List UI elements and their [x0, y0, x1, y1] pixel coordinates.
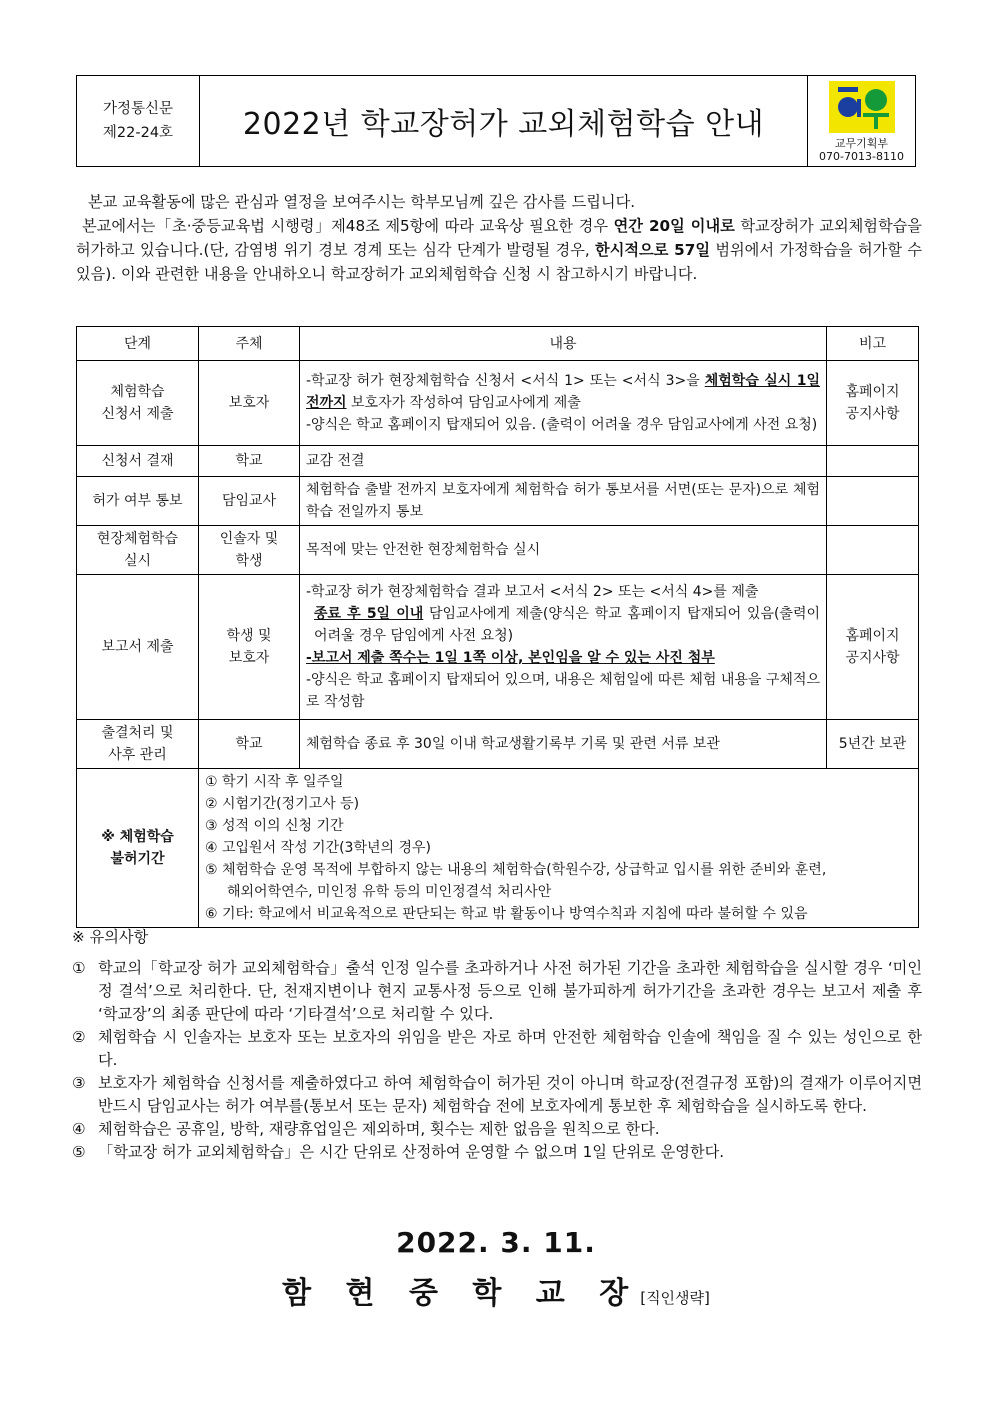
note-cell: 홈페이지 공지사항 [827, 575, 919, 720]
stage-cell: 출결처리 및 사후 관리 [77, 720, 199, 769]
note-text: 체험학습은 공휴일, 방학, 재량휴업일은 제외하며, 횟수는 제한 없음을 원칙으로 한다. [98, 1120, 660, 1138]
list-item [72, 1118, 922, 1141]
list-item [72, 1072, 922, 1118]
content-emphasis: -보고서 제출 쪽수는 1일 1쪽 이상, 본인임을 알 수 있는 사진 첨부 [306, 650, 715, 666]
doc-type: 가정통신문 [102, 101, 174, 117]
header-content: 내용 [300, 327, 827, 361]
list-item [72, 1141, 922, 1164]
notes-section [72, 926, 922, 1164]
doc-id-box [77, 76, 200, 166]
intro-paragraph-1: 본교 교육활동에 많은 관심과 열정을 보여주시는 학부모님께 깊은 감사를 드립니다. [88, 193, 636, 211]
list-item [72, 957, 922, 1026]
note-text: 보호자가 체험학습 신청서를 제출하였다고 하여 체험학습이 허가된 것이 아니며 학교장(전결규정 포함)의 결재가 이루어지면 반드시 담임교사는 허가 여부를(통보서 또는 문자) 체험학습 전에 보호자에게 통보한 후 체험학습을 실시하도록 한다. [98, 1074, 922, 1115]
content-cell: 체험학습 출발 전까지 보호자에게 체험학습 허가 통보서를 서면(또는 문자)으로 체험학습 전일까지 통보 [300, 477, 827, 526]
stage-cell-restricted: ※ 체험학습 불허기간 [77, 769, 199, 928]
table-row [77, 361, 919, 446]
content-text: -양식은 학교 홈페이지 탑재되어 있음. (출력이 어려울 경우 담임교사에게 사전 요청) [306, 417, 818, 433]
principal-title: 함 현 중 학 교 장 [282, 1276, 641, 1311]
content-text: -학교장 허가 현장체험학습 신청서 <서식 1> 또는 <서식 3>을 [306, 373, 705, 389]
document-header [76, 75, 916, 167]
intro-text: 본교에서는「초·중등교육법 시행령」제48조 제5항에 따라 교육상 필요한 경우 [82, 217, 614, 235]
actor-cell: 인솔자 및 학생 [199, 526, 300, 575]
note-cell: 5년간 보관 [827, 720, 919, 769]
note-cell [827, 446, 919, 477]
list-item: 해외어학연수, 미인정 유학 등의 미인정결석 처리사안 [227, 884, 552, 900]
intro-bold-annual-limit: 연간 20일 이내로 [613, 217, 735, 235]
department-phone: 070-7013-8110 [819, 150, 904, 163]
list-item: ⑥ 기타: 학교에서 비교육적으로 판단되는 학교 밖 활동이나 방역수칙과 지침에 따라 불허할 수 있음 [205, 906, 808, 922]
note-number: ④ [72, 1120, 86, 1138]
intro-bold-temporary-limit: 한시적으로 57일 [595, 241, 710, 259]
note-number: ⑤ [72, 1143, 86, 1161]
header-note: 비고 [827, 327, 919, 361]
actor-cell: 보호자 [199, 361, 300, 446]
department-name: 교무기획부 [834, 137, 889, 150]
actor-cell: 학교 [199, 720, 300, 769]
actor-cell: 학생 및 보호자 [199, 575, 300, 720]
principal-signature [0, 1268, 992, 1312]
intro-paragraph-2 [76, 214, 922, 286]
list-item: ④ 고입원서 작성 기간(3학년의 경우) [205, 840, 431, 856]
stage-cell: 신청서 결재 [77, 446, 199, 477]
content-cell [300, 361, 827, 446]
stage-cell: 허가 여부 통보 [77, 477, 199, 526]
intro-text: 학교장허가 교외체험학습을 허가하고 있습니다.(단, 감염병 위기 경보 경계 또는 심각 단계가 발령될 경우, [76, 217, 922, 259]
intro-text: 범위에서 가정학습을 허가할 수 있음). 이와 관련한 내용을 안내하오니 학교장허가 교외체험학습 신청 시 참고하시기 바랍니다. [76, 241, 922, 283]
note-cell [827, 526, 919, 575]
note-number: ① [72, 959, 86, 977]
seal-note: [직인생략] [640, 1289, 710, 1307]
table-row [77, 526, 919, 575]
content-text: -학교장 허가 현장체험학습 결과 보고서 <서식 2> 또는 <서식 4>를 제출 [306, 584, 759, 600]
table-row [77, 575, 919, 720]
notes-heading: ※ 유의사항 [72, 928, 149, 946]
list-item: ③ 성적 이의 신청 기간 [205, 818, 344, 834]
header-stage: 단계 [77, 327, 199, 361]
content-text: -양식은 학교 홈페이지 탑재되어 있으며, 내용은 체험일에 따른 체험 내용을 구체적으로 작성함 [306, 672, 820, 710]
doc-number: 제22-24호 [102, 125, 174, 141]
table-row [77, 769, 919, 928]
procedure-table [76, 326, 919, 928]
actor-cell: 담임교사 [199, 477, 300, 526]
stage-cell: 체험학습 신청서 제출 [77, 361, 199, 446]
list-item: ① 학기 시작 후 일주일 [205, 774, 344, 790]
stage-cell: 보고서 제출 [77, 575, 199, 720]
table-row [77, 446, 919, 477]
list-item: ② 시험기간(정기고사 등) [205, 796, 360, 812]
content-emphasis: 종료 후 5일 이내 [314, 606, 424, 622]
note-text: 「학교장 허가 교외체험학습」은 시간 단위로 산정하여 운영할 수 없으며 1일 단위로 운영한다. [98, 1143, 725, 1161]
intro-section [76, 190, 922, 286]
note-cell: 홈페이지 공지사항 [827, 361, 919, 446]
content-text: 담임교사에게 제출(양식은 학교 홈페이지 탑재되어 있음(출력이 어려울 경우 담임에게 사전 요청) [314, 606, 821, 644]
school-logo-icon [829, 81, 895, 133]
table-row [77, 477, 919, 526]
page-title: 2022년 학교장허가 교외체험학습 안내 [242, 107, 765, 142]
header-actor: 주체 [199, 327, 300, 361]
issue-date: 2022. 3. 11. [396, 1226, 596, 1259]
content-text: 보호자가 작성하여 담임교사에게 제출 [346, 395, 581, 411]
table-header-row [77, 327, 919, 361]
table-row [77, 720, 919, 769]
stage-cell: 현장체험학습 실시 [77, 526, 199, 575]
content-cell: 목적에 맞는 안전한 현장체험학습 실시 [300, 526, 827, 575]
note-text: 학교의「학교장 허가 교외체험학습」출석 인정 일수를 초과하거나 사전 허가된 기간을 초과한 체험학습을 실시할 경우 ‘미인정 결석’으로 처리한다. 단, 천재지변이나 현지 교통사정 등으로 인해 불가피하게 허가기간을 초과한 경우는 보고서 제출 후 ‘학교장’의 최종 판단에 따라 ‘기타결석’으로 처리할 수 있다. [98, 959, 922, 1023]
note-cell [827, 477, 919, 526]
school-logo-box [807, 76, 915, 166]
actor-cell: 학교 [199, 446, 300, 477]
note-number: ③ [72, 1074, 86, 1092]
content-cell: 교감 전결 [300, 446, 827, 477]
content-cell: 체험학습 종료 후 30일 이내 학교생활기록부 기록 및 관련 서류 보관 [300, 720, 827, 769]
content-cell [300, 575, 827, 720]
list-item [72, 1026, 922, 1072]
restricted-period-list [199, 769, 919, 928]
note-text: 체험학습 시 인솔자는 보호자 또는 보호자의 위임을 받은 자로 하며 안전한 체험학습 인솔에 책임을 질 수 있는 성인으로 한다. [98, 1028, 922, 1069]
list-item: ⑤ 체험학습 운영 목적에 부합하지 않는 내용의 체험학습(학원수강, 상급학교 입시를 위한 준비와 훈련, [205, 862, 827, 878]
content-emphasis: 체험학습 실시 1일 전까지 [306, 373, 820, 411]
note-number: ② [72, 1028, 86, 1046]
